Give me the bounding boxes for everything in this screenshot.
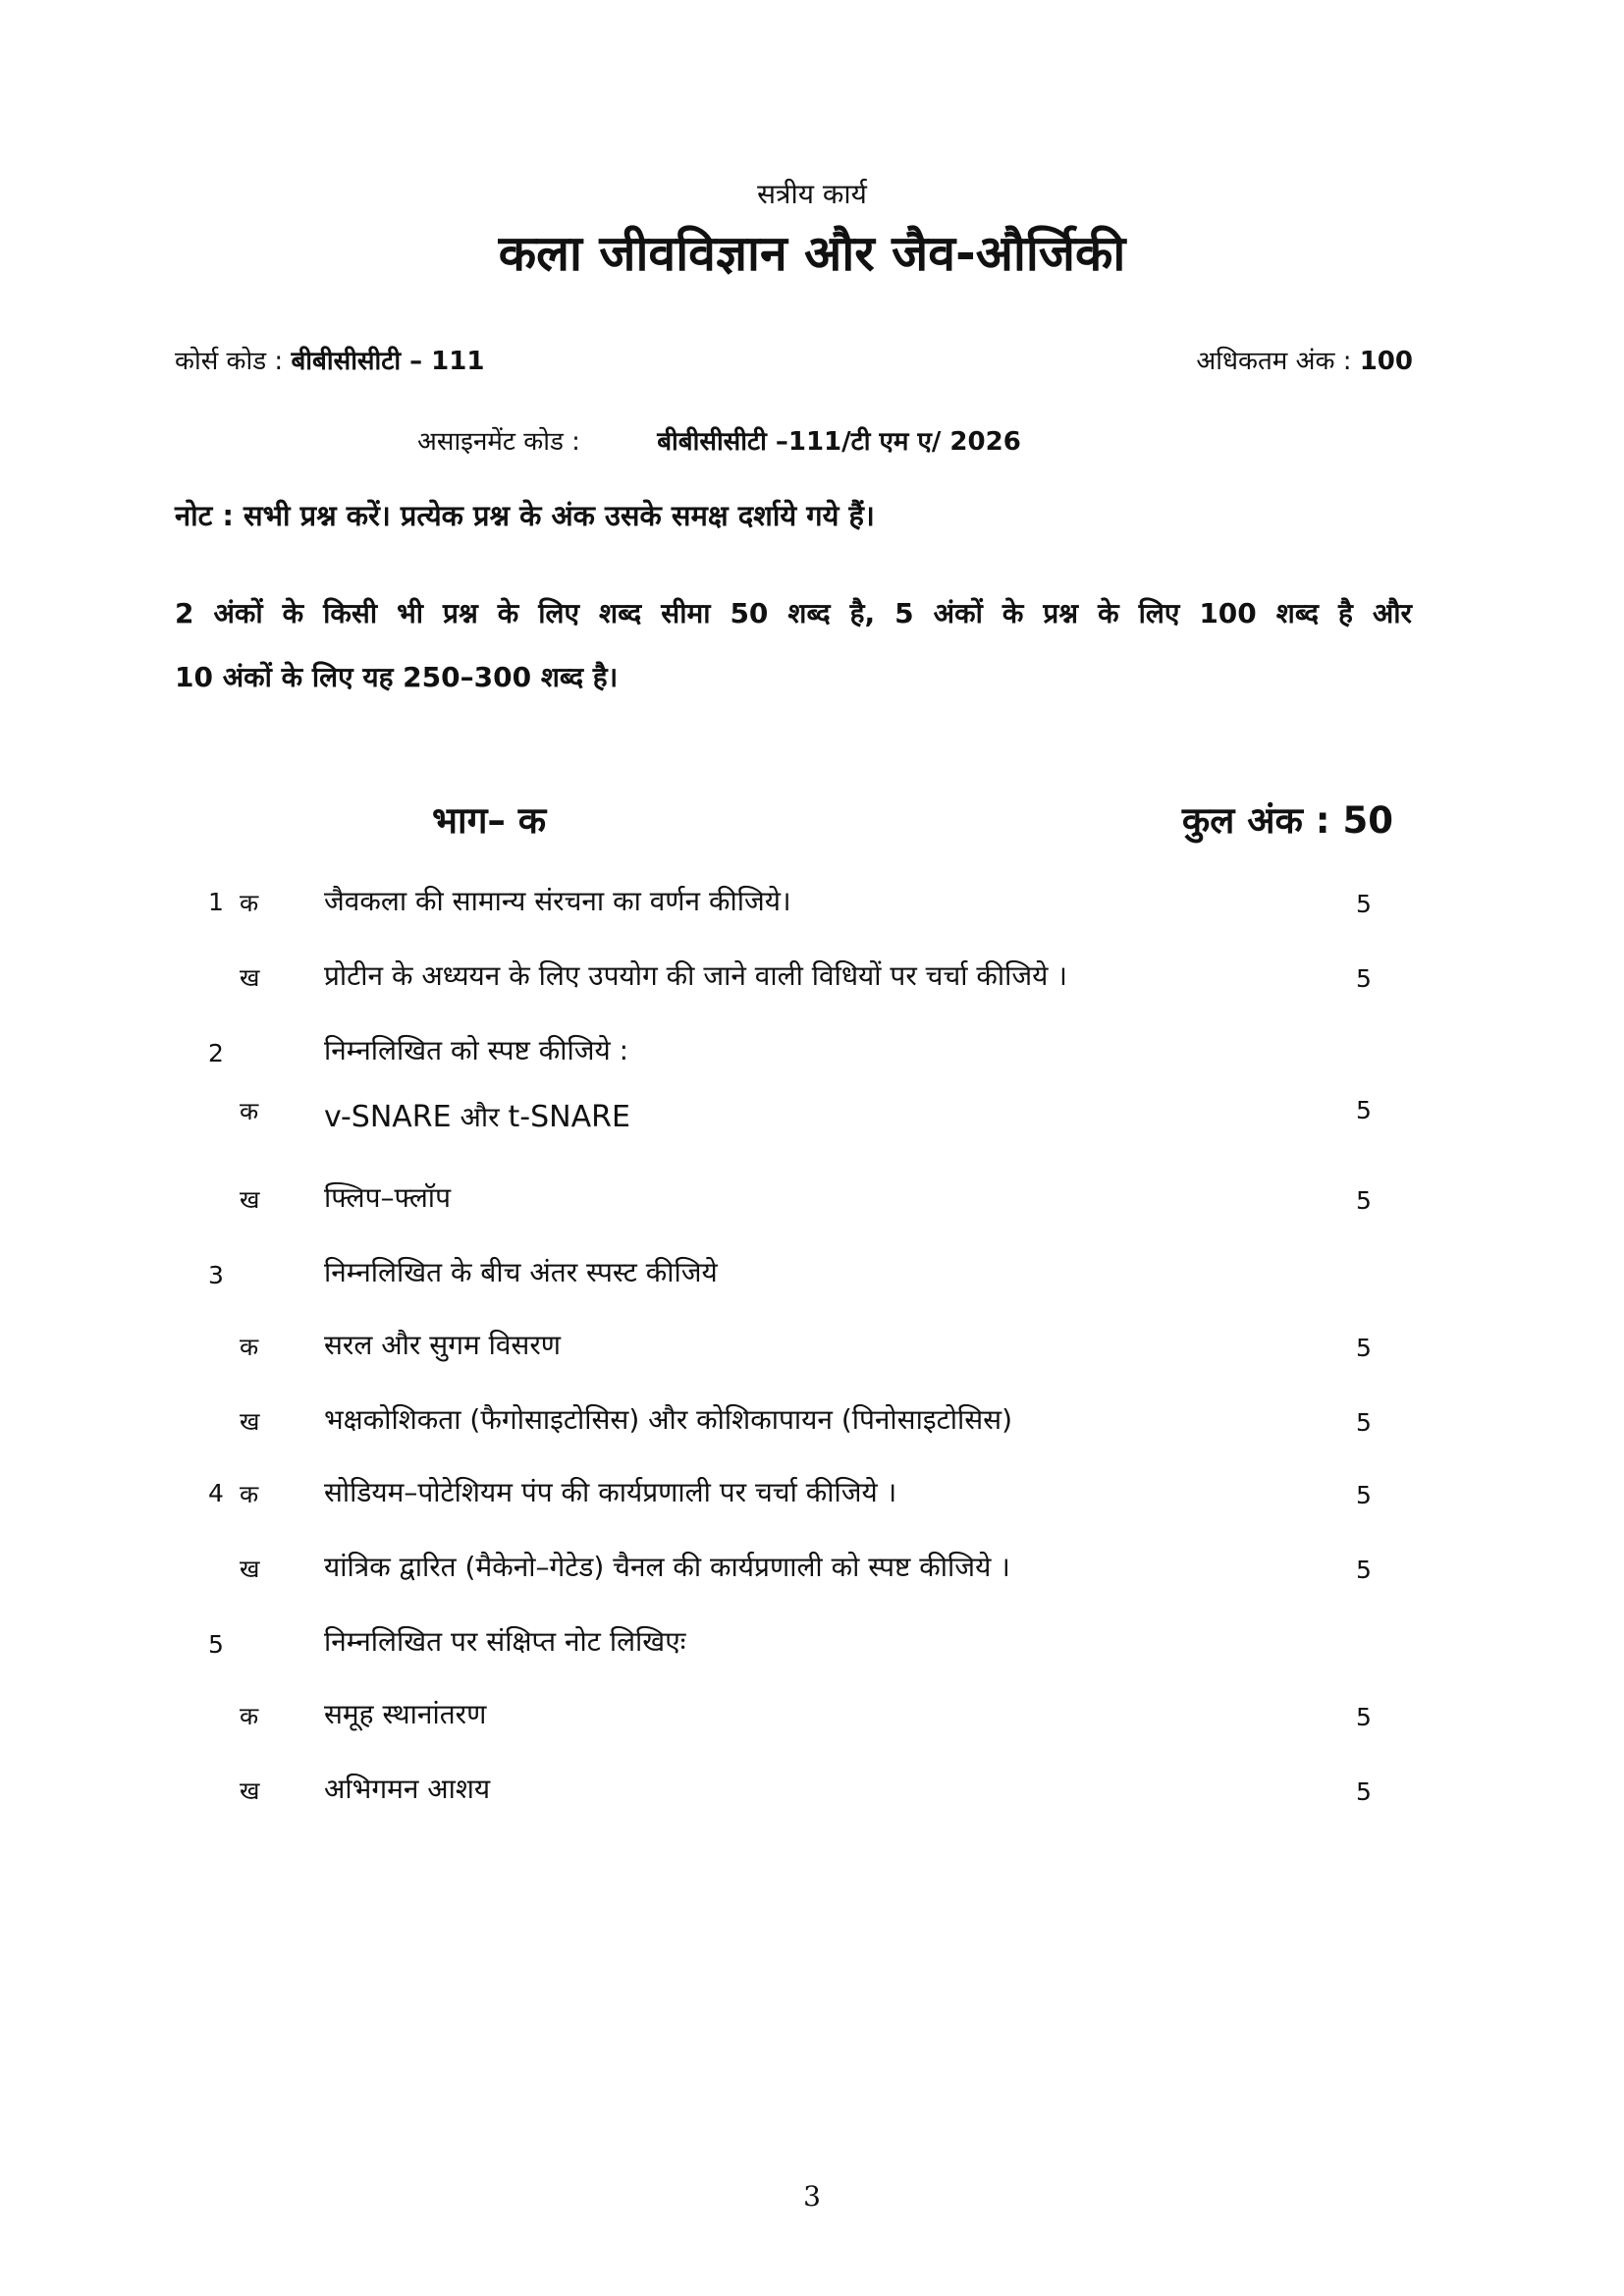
question-text: अभिगमन आशय (324, 1773, 491, 1805)
question-marks: 5 (1356, 1481, 1372, 1509)
instructions-line-1: 2 अंकों के किसी भी प्रश्न के लिए शब्द सीमा 50 शब्द है, 5 अंकों के प्रश्न के लिए 100 शब्द है और (175, 597, 1412, 629)
instructions-line-2: 10 अंकों के लिए यह 250–300 शब्द है। (175, 661, 619, 693)
question-marks: 5 (1356, 1703, 1372, 1731)
question-number: 4 (208, 1479, 224, 1507)
assignment-code-label: असाइनमेंट कोड : (417, 427, 580, 457)
v-snare-term: v-SNARE (324, 1100, 452, 1134)
question-marks: 5 (1356, 1334, 1372, 1362)
question-sub-label: ख (240, 1555, 260, 1583)
course-code (175, 342, 484, 377)
question-marks: 5 (1356, 1186, 1372, 1215)
question-sub-label: ख (240, 1407, 260, 1436)
question-marks: 5 (1356, 890, 1372, 918)
t-snare-term: t-SNARE (508, 1100, 630, 1134)
question-text: प्रोटीन के अध्ययन के लिए उपयोग की जाने वाली विधियों पर चर्चा कीजिये । (324, 959, 1067, 992)
question-text: भक्षकोशिकता (फैगोसाइटोसिस) और कोशिकापायन (पिनोसाइटोसिस) (324, 1403, 1013, 1436)
question-number: 2 (208, 1039, 224, 1067)
page-number: 3 (803, 2180, 821, 2213)
question-text: जैवकला की सामान्य संरचना का वर्णन कीजिये। (324, 885, 791, 917)
question-sub-label: क (240, 1702, 259, 1730)
conjunction: और (460, 1101, 500, 1133)
document-title: कला जीवविज्ञान और जैव-और्जिकी (498, 225, 1126, 282)
course-code-value: बीबीसीसीटी – 111 (291, 347, 485, 376)
assignment-code (417, 422, 1021, 458)
question-marks: 5 (1356, 1556, 1372, 1584)
question-number: 5 (208, 1630, 224, 1659)
question-text: सरल और सुगम विसरण (324, 1329, 562, 1361)
part-total-label: कुल अंक : (1181, 799, 1330, 842)
note: नोट : सभी प्रश्न करें। प्रत्येक प्रश्न के अंक उसके समक्ष दर्शाये गये हैं। (175, 499, 875, 532)
question-marks: 5 (1356, 1408, 1372, 1437)
question-sub-label: क (240, 889, 259, 917)
question-text: यांत्रिक द्वारित (मैकेनो–गेटेड) चैनल की कार्यप्रणाली को स्पष्ट कीजिये । (324, 1551, 1010, 1583)
question-text: निम्नलिखित को स्पष्ट कीजिये : (324, 1034, 629, 1066)
question-text: निम्नलिखित के बीच अंतर स्पस्ट कीजिये (324, 1256, 718, 1288)
document-subtitle: सत्रीय कार्य (757, 178, 867, 210)
question-sub-label: क (240, 1480, 259, 1508)
question-number: 3 (208, 1261, 224, 1289)
assignment-code-value: बीबीसीसीटी –111/टी एम ए/ 2026 (657, 427, 1021, 457)
question-text (324, 1098, 630, 1135)
question-marks: 5 (1356, 1777, 1372, 1806)
question-marks: 5 (1356, 1096, 1372, 1124)
question-number: 1 (208, 888, 224, 916)
question-sub-label: क (240, 1097, 259, 1125)
question-sub-label: ख (240, 1777, 260, 1805)
question-text: निम्नलिखित पर संक्षिप्त नोट लिखिएः (324, 1625, 686, 1658)
course-code-label: कोर्स कोड : (175, 347, 284, 376)
part-heading: भाग– क (432, 799, 547, 842)
question-text: सोडियम–पोटेशियम पंप की कार्यप्रणाली पर चर्चा कीजिये । (324, 1476, 897, 1508)
max-marks (1196, 342, 1413, 377)
question-sub-label: ख (240, 963, 260, 992)
question-marks: 5 (1356, 964, 1372, 993)
max-marks-label: अधिकतम अंक : (1196, 347, 1352, 376)
question-text: फ्लिप–फ्लॉप (324, 1181, 451, 1214)
max-marks-value: 100 (1359, 347, 1413, 376)
part-total-value: 50 (1342, 799, 1393, 842)
question-text: समूह स्थानांतरण (324, 1698, 487, 1730)
question-sub-label: क (240, 1333, 259, 1361)
question-sub-label: ख (240, 1185, 260, 1214)
part-total-marks (1182, 793, 1393, 844)
